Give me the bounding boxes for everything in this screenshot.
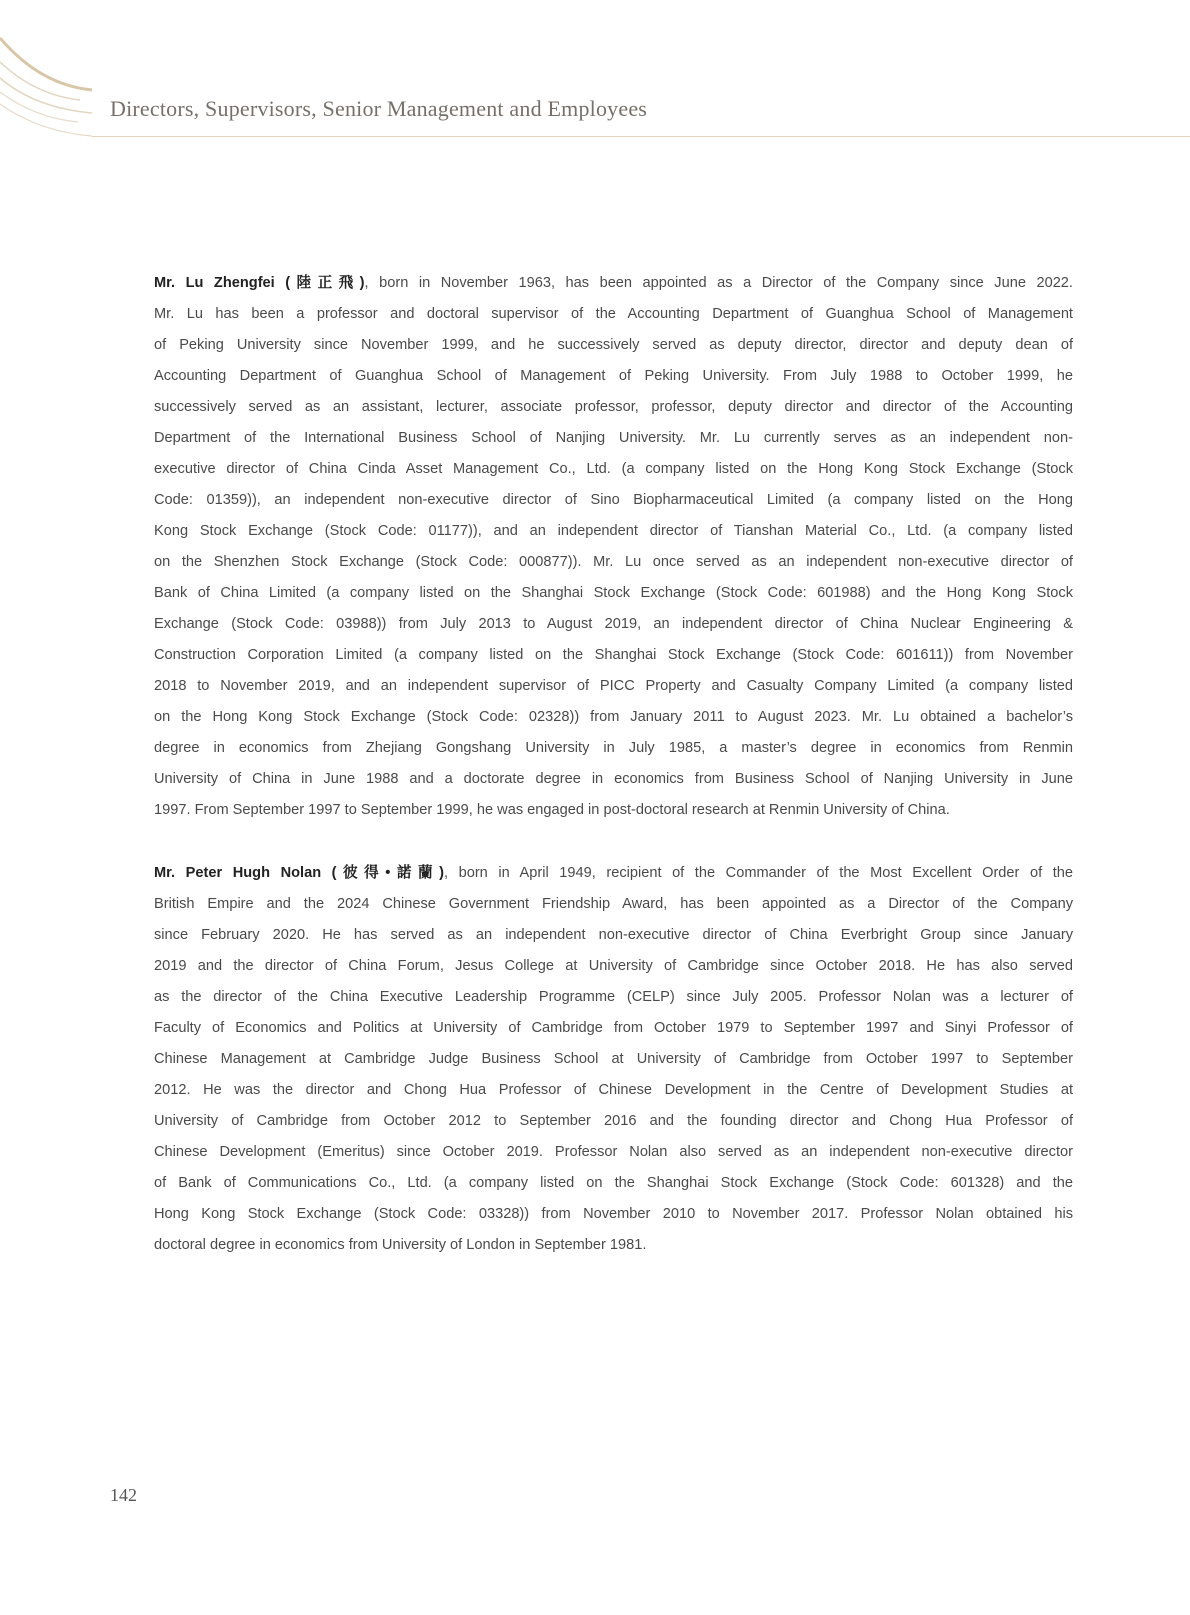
paragraph-line: on the Hong Kong Stock Exchange (Stock Code: 02328)) from January 2011 to August 2023. Mr. Lu obtained a bachelor’s (154, 709, 1073, 725)
decorative-curves-icon (0, 0, 100, 140)
paragraph-line: Faculty of Economics and Politics at University of Cambridge from October 1979 to September 1997 and Sinyi Professor of (154, 1020, 1073, 1036)
paragraph-line: 2012. He was the director and Chong Hua Professor of Chinese Development in the Centre of Development Studies at (154, 1082, 1073, 1098)
header-divider (92, 136, 1190, 137)
paragraph-line: 2018 to November 2019, and an independent supervisor of PICC Property and Casualty Company Limited (a company listed (154, 678, 1073, 694)
paragraph-line: Department of the International Business School of Nanjing University. Mr. Lu currently serves as an independent non- (154, 430, 1073, 446)
paragraph-line (154, 273, 1073, 304)
paragraph-line: degree in economics from Zhejiang Gongshang University in July 1985, a master’s degree in economics from Renmin (154, 740, 1073, 756)
paragraph-line: Bank of China Limited (a company listed on the Shanghai Stock Exchange (Stock Code: 601988) and the Hong Kong Stock (154, 585, 1073, 601)
paragraph-line: of Peking University since November 1999, and he successively served as deputy director, director and deputy dean of (154, 337, 1073, 353)
paragraph-line: Exchange (Stock Code: 03988)) from July 2013 to August 2019, an independent director of China Nuclear Engineering & (154, 616, 1073, 632)
paragraph-line: as the director of the China Executive Leadership Programme (CELP) since July 2005. Professor Nolan was a lecturer of (154, 989, 1073, 1005)
paragraph-line: on the Shenzhen Stock Exchange (Stock Code: 000877)). Mr. Lu once served as an independent non-executive director of (154, 554, 1073, 570)
paragraph-line: University of China in June 1988 and a doctorate degree in economics from Business School of Nanjing University in June (154, 771, 1073, 787)
person-name: Mr. Peter Hugh Nolan (彼得•諾蘭) (154, 865, 444, 881)
paragraph-line: Hong Kong Stock Exchange (Stock Code: 03328)) from November 2010 to November 2017. Professor Nolan obtained his (154, 1206, 1073, 1222)
section-header-title: Directors, Supervisors, Senior Management and Employees (110, 96, 648, 121)
page-number: 142 (110, 1485, 137, 1505)
paragraph-line: doctoral degree in economics from University of London in September 1981. (154, 1237, 647, 1253)
paragraph-line: Accounting Department of Guanghua School of Management of Peking University. From July 1988 to October 1999, he (154, 368, 1073, 384)
paragraph-line: University of Cambridge from October 2012 to September 2016 and the founding director and Chong Hua Professor of (154, 1113, 1073, 1129)
paragraph-line: Chinese Management at Cambridge Judge Business School at University of Cambridge from October 1997 to September (154, 1051, 1073, 1067)
paragraph-line: Mr. Lu has been a professor and doctoral supervisor of the Accounting Department of Guanghua School of Management (154, 306, 1073, 322)
paragraph-line (154, 863, 1073, 894)
paragraph-line: Chinese Development (Emeritus) since October 2019. Professor Nolan also served as an independent non-executive director (154, 1144, 1073, 1160)
paragraph-line: of Bank of Communications Co., Ltd. (a company listed on the Shanghai Stock Exchange (Stock Code: 601328) and the (154, 1175, 1073, 1191)
paragraph-line: Kong Stock Exchange (Stock Code: 01177)), and an independent director of Tianshan Material Co., Ltd. (a company listed (154, 523, 1073, 539)
paragraph-text: , born in November 1963, has been appointed as a Director of the Company since June 2022. (364, 275, 1073, 291)
paragraph-line: 1997. From September 1997 to September 1999, he was engaged in post-doctoral research at Renmin University of China. (154, 802, 950, 818)
biography-paragraph-peter-nolan (154, 863, 1073, 1266)
paragraph-line: successively served as an assistant, lecturer, associate professor, professor, deputy director and director of the Accounting (154, 399, 1073, 415)
paragraph-line: executive director of China Cinda Asset Management Co., Ltd. (a company listed on the Hong Kong Stock Exchange (Stock (154, 461, 1073, 477)
paragraph-text: , born in April 1949, recipient of the Commander of the Most Excellent Order of the (443, 865, 1073, 881)
paragraph-line: Code: 01359)), an independent non-executive director of Sino Biopharmaceutical Limited (a company listed on the Hong (154, 492, 1073, 508)
person-name: Mr. Lu Zhengfei (陸正飛) (154, 275, 365, 291)
paragraph-line: British Empire and the 2024 Chinese Government Friendship Award, has been appointed as a Director of the Company (154, 896, 1073, 912)
paragraph-line: 2019 and the director of China Forum, Jesus College at University of Cambridge since October 2018. He has also served (154, 958, 1073, 974)
paragraph-line: since February 2020. He has served as an independent non-executive director of China Everbright Group since January (154, 927, 1073, 943)
paragraph-line: Construction Corporation Limited (a company listed on the Shanghai Stock Exchange (Stock Code: 601611)) from November (154, 647, 1073, 663)
biography-paragraph-lu-zhengfei (154, 273, 1073, 831)
